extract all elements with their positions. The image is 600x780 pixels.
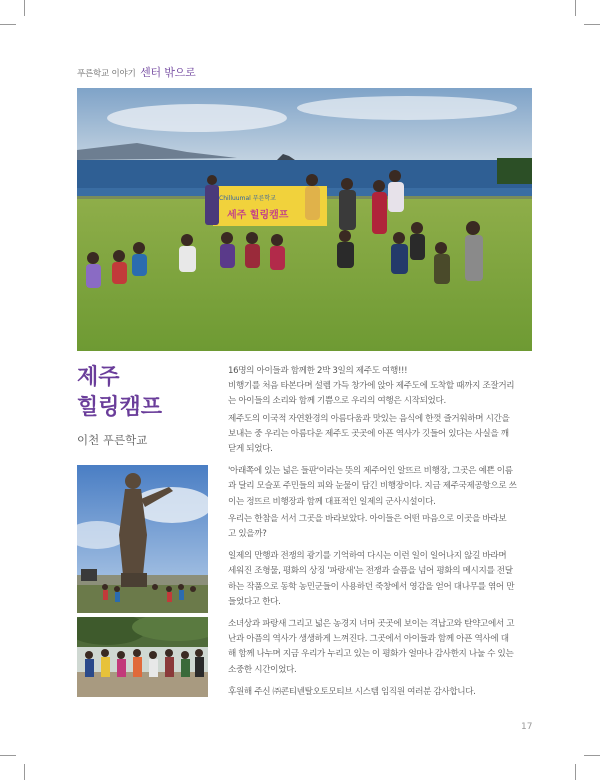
crop-mark-tl-v <box>24 0 25 16</box>
running-header-accent: 센터 밖으로 <box>140 66 196 79</box>
hero-banner-small: Chilluumal 푸른학교 <box>219 195 276 202</box>
article-title-line2: 힐링캠프 <box>77 394 163 420</box>
body-paragraph-3: '아래쪽에 있는 넓은 들판'이라는 뜻의 제주어인 알뜨르 비행장, 그곳은 예쁜 이름 과 달리 모슬포 주민들의 피와 눈물이 담긴 비행장이다. 지금 제주국제공항으로 쓰 이는 정뜨르 비행장과 함께 대표적인 일제의 군사시설이다. <box>228 466 517 507</box>
article-byline: 이천 푸른학교 <box>77 433 148 447</box>
crop-mark-tl-h <box>0 24 16 25</box>
running-header-section: 푸른학교 이야기 <box>77 69 136 79</box>
crop-mark-tr-v <box>575 0 576 16</box>
hero-photo <box>77 88 532 351</box>
group-photo <box>77 617 208 697</box>
hero-banner-text: 세주 힐링캠프 <box>227 210 289 221</box>
crop-mark-bl-h <box>0 755 16 756</box>
body-paragraph-2: 제주도의 이국적 자연환경의 아름다움과 맛있는 음식에 한껏 즐거워하며 시간을 보내는 중 우리는 아름다운 제주도 곳곳에 아픈 역사가 깃들어 있다는 사실을 깨 닫게 되었다. <box>228 413 510 455</box>
statue-photo <box>77 465 208 613</box>
running-header <box>77 64 196 80</box>
article-body <box>228 364 534 707</box>
crop-mark-tr-h <box>584 24 600 25</box>
body-paragraph-7: 후원해 주신 ㈜콘티넨탈오토모티브 시스템 임직원 여러분 감사합니다. <box>228 686 476 697</box>
body-paragraph-5: 일제의 만행과 전쟁의 광기를 기억하여 다시는 이런 일이 일어나지 않길 바라며 세워진 조형물, 평화의 상징 '파랑새'는 전쟁과 슬픔을 넘어 평화의 메시지를 전달 하는 작품으로 동학 농민군들이 사용하던 죽창에서 영감을 얻어 대나무를 엮어 만 들었다고 한다. <box>228 551 515 607</box>
body-paragraph-4: 우리는 한참을 서서 그곳을 바라보았다. 아이들은 어떤 마음으로 이곳을 바라보 고 있을까? <box>228 513 507 540</box>
body-paragraph-1: 16명의 아이들과 함께한 2박 3일의 제주도 여행!!! 비행기를 처음 타본다며 설렘 가득 창가에 앉아 제주도에 도착할 때까지 조잘거리 는 아이들의 소리와 함께 기쁨으로 우리의 여행은 시작되었다. <box>228 366 515 407</box>
article-title-line1: 제주 <box>77 364 120 390</box>
crop-mark-br-v <box>575 764 576 780</box>
crop-mark-bl-v <box>24 764 25 780</box>
article-title <box>77 362 207 422</box>
crop-mark-br-h <box>584 755 600 756</box>
body-paragraph-6: 소녀상과 파랑새 그리고 넓은 농경지 너머 곳곳에 보이는 격납고와 탄약고에서 고 난과 아픔의 역사가 생생하게 느껴진다. 그곳에서 아이들과 함께 아픈 역사에 대 해 함께 나누며 지금 우리가 누리고 있는 이 평화가 얼마나 감사한지 나눌 수 있는 소중한 시간이었다. <box>228 619 515 675</box>
page-number: 17 <box>521 722 533 732</box>
